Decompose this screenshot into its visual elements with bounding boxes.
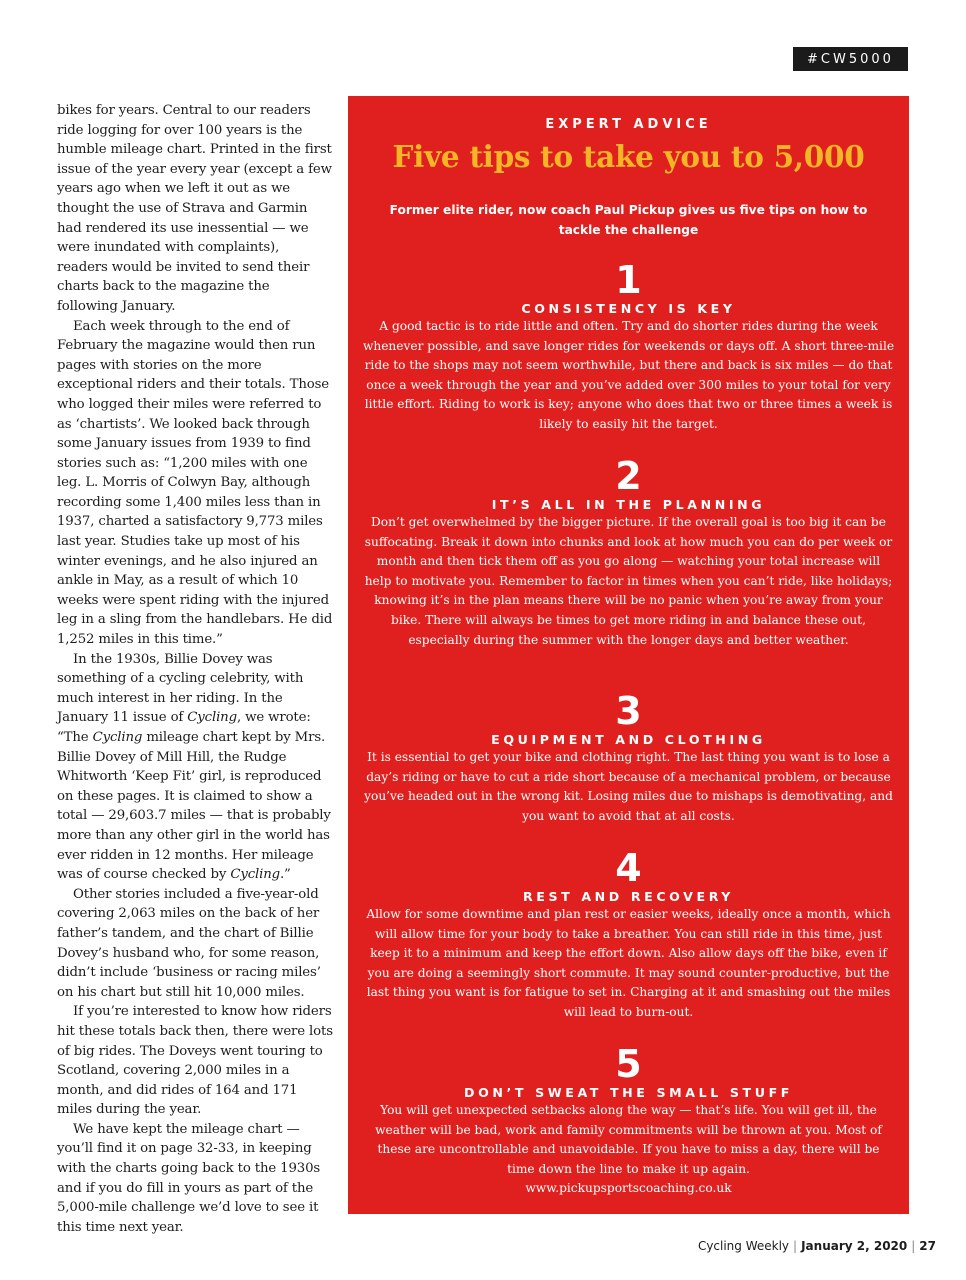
tip-body: You will get unexpected setbacks along the way — that’s life. You will get ill, the weather will be bad, work and family commitments will be thrown at you. Most of these are uncontrollable and unavoidable. If you have to miss a day, there will be time down the line to make it up again. (375, 1103, 882, 1176)
hashtag-text: #CW5000 (807, 51, 894, 67)
expert-advice-box (348, 96, 909, 1214)
box-kicker: EXPERT ADVICE (545, 117, 712, 132)
tip-body: Don’t get overwhelmed by the bigger picture. If the overall goal is too big it can be suffocating. Break it down into chunks and look at how much you can do per week or month and then tick them off as you go along — watching your total increase will help to motivate you. Remember to factor in times when you can’t ride, like holidays; knowing it’s in the plan means there will be no panic when you’re away from your bike. There will always be times to get more riding in and balance these out, especially during the summer with the longer days and better weather. (364, 515, 893, 647)
tip-2 (362, 454, 895, 650)
tip-body: Allow for some downtime and plan rest or easier weeks, ideally once a month, which will allow time for your body to take a breather. You can still ride in this time, just keep it to a minimum and keep the effort down. Also allow days off the bike, even if you are doing a seemingly short commute. It may sound counter-productive, but the last thing you want is for fatigue to set in. Charging at it and smashing out the miles will lead to burn-out. (366, 907, 891, 1019)
article-paragraph: If you’re interested to know how riders hit these totals back then, there were lots of big rides. The Doveys went touring to Scotland, covering 2,000 miles in a month, and did rides of 164 and 171 miles during the year. (57, 1004, 333, 1118)
italic-run: Cycling (187, 710, 237, 726)
tip-1 (362, 258, 895, 435)
tip-number: 5 (615, 1042, 642, 1086)
tip-4 (362, 846, 895, 1023)
tip-heading: DON’T SWEAT THE SMALL STUFF (464, 1085, 793, 1100)
text-run: , we wrote: “The (57, 710, 311, 745)
tip-number: 2 (615, 454, 642, 498)
coaching-website-link[interactable]: www.pickupsportscoaching.co.uk (525, 1181, 732, 1196)
publication-name: Cycling Weekly (697, 1239, 790, 1253)
hashtag-badge (793, 47, 908, 71)
article-paragraph (57, 650, 333, 885)
article-paragraph: Each week through to the end of February the magazine would then run pages with stories on the more exceptional riders and their totals. Those who logged their miles were referred to as ‘chartists’. We looked back through some January issues from 1939 to find stories such as: “1,200 miles with one leg. L. Morris of Colwyn Bay, although recording some 1,400 miles less than in 1937, charted a satisfactory 9,773 miles last year. Studies take up most of his winter evenings, and he also injured an ankle in May, as a result of which 10 weeks were spent riding with the injured leg in a sling from the handlebars. He did 1,252 miles in this time.” (57, 318, 333, 648)
italic-run: Cycling (230, 867, 280, 883)
tip-5 (362, 1042, 895, 1199)
page-number: 27 (919, 1239, 936, 1253)
tip-heading: EQUIPMENT AND CLOTHING (491, 732, 766, 747)
article-paragraph: We have kept the mileage chart — you’ll find it on page 32-33, in keeping with the charts going back to the 1930s and if you do fill in yours as part of the 5,000-mile challenge we’d love to see it this time next year. (57, 1121, 321, 1235)
page-footer: Cycling Weekly | January 2, 2020 | 27 (697, 1239, 936, 1253)
issue-date: January 2, 2020 (801, 1239, 908, 1253)
tip-number: 1 (615, 258, 642, 302)
article-paragraph: Other stories included a five-year-old covering 2,063 miles on the back of her father’s tandem, and the chart of Billie Dovey’s husband who, for some reason, didn’t include ‘business or racing miles’ on his chart but still hit 10,000 miles. (57, 886, 321, 1000)
tip-body: A good tactic is to ride little and often. Try and do shorter rides during the week whenever possible, and save longer rides for weekends or days off. A short three-mile ride to the shops may not seem worthwhile, but there and back is six miles — do that once a week through the year and you’ve added over 300 miles to your total for very little effort. Riding to work is key; anyone who does that two or three times a week is likely to easily hit the target. (362, 319, 895, 431)
italic-run: Cycling (92, 730, 143, 745)
tip-body: It is essential to get your bike and clothing right. The last thing you want is to lose a day’s riding or have to cut a ride short because of a mechanical problem, or because you’ve headed out in the wrong kit. Losing miles due to mishaps is demotivating, and you want to avoid that at all costs. (364, 750, 893, 823)
box-title: Five tips to take you to 5,000 (392, 139, 865, 174)
tip-3 (362, 689, 895, 826)
article-column (57, 101, 333, 1237)
box-intro: Former elite rider, now coach Paul Pickup gives us five tips on how to tackle the challenge (389, 203, 868, 237)
text-run: mileage chart kept by Mrs. Billie Dovey of Mill Hill, the Rudge Whitworth ‘Keep Fit’ girl, is reproduced on these pages. It is claimed to show a total — 29,603.7 miles — that is probably more than any other girl in the world has ever ridden in 12 months. Her mileage was of course checked by (57, 730, 331, 883)
tip-number: 4 (615, 846, 642, 890)
tip-heading: REST AND RECOVERY (522, 889, 735, 904)
text-run: In the 1930s, Billie Dovey was something of a cycling celebrity, with much interest in her riding. In the January 11 issue of (57, 651, 304, 726)
text-run: .” (279, 867, 291, 883)
tip-number: 3 (615, 689, 642, 733)
tip-heading: IT’S ALL IN THE PLANNING (491, 497, 766, 512)
tip-heading: CONSISTENCY IS KEY (521, 301, 736, 316)
article-paragraph: bikes for years. Central to our readers ride logging for over 100 years is the humble mileage chart. Printed in the first issue of the year every year (except a few years ago when we left it out as we thought the use of Strava and Garmin had rendered its use inessential — we were inundated with complaints), readers would be invited to send their charts back to the magazine the following January. (57, 103, 332, 314)
